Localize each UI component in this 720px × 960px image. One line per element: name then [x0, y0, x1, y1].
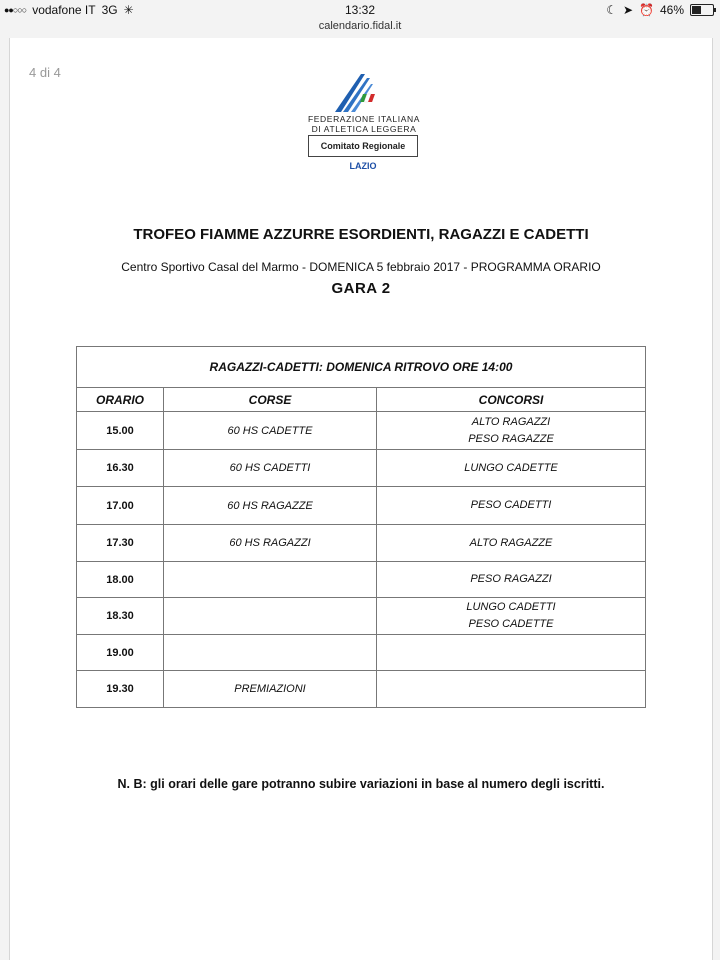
battery-icon — [690, 4, 714, 16]
table-row — [77, 562, 646, 598]
cell-race: 60 HS CADETTE — [164, 412, 377, 450]
cell-field-events — [377, 671, 646, 708]
page-indicator: 4 di 4 — [29, 65, 61, 80]
cell-race: 60 HS RAGAZZI — [164, 525, 377, 562]
alarm-icon: ⏰ — [639, 3, 654, 17]
field-event: PESO RAGAZZI — [470, 573, 552, 585]
carrier-name: vodafone IT — [32, 3, 96, 17]
table-row — [77, 598, 646, 635]
field-event: PESO CADETTI — [470, 499, 552, 511]
network-type: 3G — [101, 3, 118, 17]
table-row — [77, 525, 646, 562]
column-header-concorsi: CONCORSI — [377, 388, 646, 412]
status-bar — [0, 0, 720, 38]
moon-icon: ☾ — [606, 3, 617, 17]
clock: 13:32 — [344, 3, 376, 17]
cell-field-events — [377, 450, 646, 487]
cell-race — [164, 562, 377, 598]
status-right — [606, 3, 714, 17]
regional-committee-badge — [308, 135, 418, 171]
column-header-orario: ORARIO — [77, 388, 164, 412]
document-subtitle: Centro Sportivo Casal del Marmo - DOMENICA 5 febbraio 2017 - PROGRAMMA ORARIO — [121, 260, 601, 274]
section-title: RAGAZZI-CADETTI: DOMENICA RITROVO ORE 14:00 — [77, 347, 646, 388]
cell-time: 18.00 — [77, 562, 164, 598]
cell-race: 60 HS CADETTI — [164, 450, 377, 487]
footnote: N. B: gli orari delle gare potranno subire variazioni in base al numero degli iscritti. — [117, 777, 605, 791]
field-event: PESO CADETTE — [468, 618, 554, 630]
regional-prefix: Comitato Regionale — [320, 141, 406, 151]
field-event: LUNGO CADETTI — [466, 601, 556, 613]
cell-race — [164, 598, 377, 635]
cell-time: 19.30 — [77, 671, 164, 708]
document-title: TROFEO FIAMME AZZURRE ESORDIENTI, RAGAZZI E CADETTI — [133, 226, 589, 243]
cell-field-events — [377, 525, 646, 562]
table-header-row — [77, 388, 646, 412]
table-row — [77, 487, 646, 525]
fidal-logo — [301, 72, 427, 198]
runner-logo-icon — [331, 72, 387, 112]
regional-name: LAZIO — [349, 161, 377, 171]
cell-field-events — [377, 598, 646, 635]
pdf-page — [9, 38, 713, 960]
cell-time: 15.00 — [77, 412, 164, 450]
cell-field-events — [377, 487, 646, 525]
cell-race — [164, 635, 377, 671]
cell-race: 60 HS RAGAZZE — [164, 487, 377, 525]
cell-time: 16.30 — [77, 450, 164, 487]
table-row — [77, 635, 646, 671]
battery-fill — [692, 6, 701, 14]
battery-percent: 46% — [659, 3, 684, 17]
cell-field-events — [377, 562, 646, 598]
cell-time: 17.00 — [77, 487, 164, 525]
table-row — [77, 450, 646, 487]
column-header-corse: CORSE — [164, 388, 377, 412]
url-label[interactable]: calendario.fidal.it — [318, 20, 402, 32]
cell-field-events — [377, 635, 646, 671]
signal-strength-icon: ●●○○○ — [4, 5, 27, 15]
field-event: ALTO RAGAZZE — [469, 536, 553, 549]
cell-time: 18.30 — [77, 598, 164, 635]
table-section-row — [77, 347, 646, 388]
cell-race: PREMIAZIONI — [164, 671, 377, 708]
cell-time: 17.30 — [77, 525, 164, 562]
table-row — [77, 412, 646, 450]
org-line-1: FEDERAZIONE ITALIANA — [308, 114, 420, 124]
field-event: ALTO RAGAZZI — [471, 415, 551, 428]
cell-time: 19.00 — [77, 635, 164, 671]
org-line-2: DI ATLETICA LEGGERA — [311, 124, 417, 134]
table-body — [77, 412, 646, 708]
table-row — [77, 671, 646, 708]
race-label: GARA 2 — [331, 280, 391, 297]
schedule-table — [76, 346, 646, 708]
cell-field-events — [377, 412, 646, 450]
field-event: PESO RAGAZZE — [468, 432, 554, 445]
loading-spinner-icon: ✳ — [123, 3, 134, 17]
field-event: LUNGO CADETTE — [464, 461, 558, 474]
location-arrow-icon: ➤ — [622, 3, 634, 17]
